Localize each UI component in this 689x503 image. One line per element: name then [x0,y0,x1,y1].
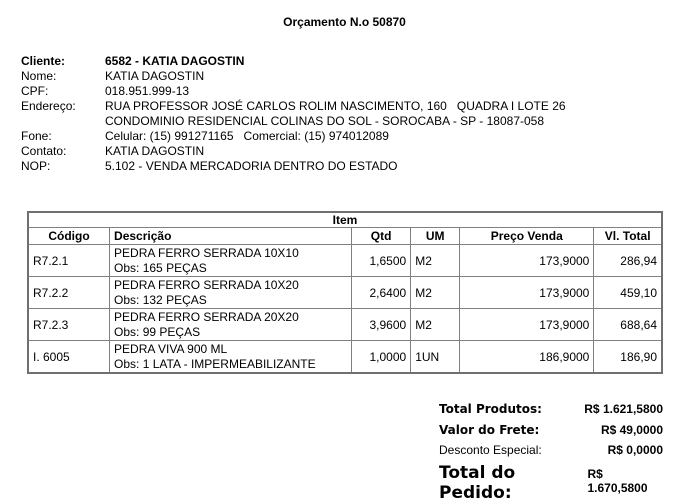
header-description: Descrição [110,228,352,245]
discount-value: R$ 0,0000 [607,443,663,457]
nop-value: 5.102 - VENDA MERCADORIA DENTRO DO ESTADO [105,159,398,173]
total-products-value: R$ 1.621,5800 [584,402,663,416]
freight-row [439,423,663,443]
client-row-nop [21,159,566,174]
item-obs: Obs: 165 PEÇAS [114,260,207,275]
phone-value: Celular: (15) 991271165 Comercial: (15) 974012089 [105,129,389,143]
item-qty: 1,0000 [352,341,411,374]
client-row-cpf [21,84,566,99]
item-description: PEDRA FERRO SERRADA 10X10 [114,245,299,260]
item-code: I. 6005 [28,341,110,374]
phone-label: Fone: [21,129,52,143]
header-total: Vl. Total [594,228,662,245]
table-row [28,277,662,309]
discount-label: Desconto Especial: [439,443,542,457]
address-value-line1: RUA PROFESSOR JOSÉ CARLOS ROLIM NASCIMENTO, 160 QUADRA I LOTE 26 [105,99,566,113]
item-obs: Obs: 1 LATA - IMPERMEABILIZANTE [114,356,316,371]
header-qty: Qtd [352,228,411,245]
address-label: Endereço: [21,99,76,113]
item-unit: M2 [411,245,460,277]
client-row-cliente [21,54,566,69]
cpf-label: CPF: [21,84,49,98]
header-price: Preço Venda [460,228,594,245]
address-value-line2: CONDOMINIO RESIDENCIAL COLINAS DO SOL - SOROCABA - SP - 18087-058 [105,114,545,128]
item-total: 186,90 [594,341,662,374]
item-price: 173,9000 [460,309,594,341]
header-unit: UM [411,228,460,245]
item-qty: 2,6400 [352,277,411,309]
nop-label: NOP: [21,159,51,173]
client-row-nome [21,69,566,84]
item-price: 173,9000 [460,245,594,277]
client-row-endereco-2 [21,114,566,129]
item-description-cell [110,341,352,374]
client-value: 6582 - KATIA DAGOSTIN [105,54,245,68]
item-code: R7.2.3 [28,309,110,341]
client-info [21,54,566,174]
item-unit: M2 [411,309,460,341]
table-row [28,309,662,341]
item-total: 688,64 [594,309,662,341]
totals-summary [439,402,663,503]
freight-label: Valor do Frete: [439,423,540,437]
item-description-cell [110,309,352,341]
name-value: KATIA DAGOSTIN [105,69,205,83]
client-row-contato [21,144,566,159]
client-row-fone [21,129,566,144]
item-qty: 3,9600 [352,309,411,341]
cpf-value: 018.951.999-13 [105,84,190,98]
items-table [27,211,663,374]
client-row-endereco [21,99,566,114]
order-total-label: Total do Pedido: [439,463,516,503]
table-caption: Item [28,212,662,228]
name-label: Nome: [21,69,57,83]
item-unit: M2 [411,277,460,309]
total-products-label: Total Produtos: [439,402,542,416]
address-label-blank [21,114,105,129]
page-title: Orçamento N.o 50870 [283,15,406,29]
item-total: 286,94 [594,245,662,277]
client-label: Cliente: [21,54,66,68]
item-code: R7.2.2 [28,277,110,309]
contact-label: Contato: [21,144,67,158]
item-total: 459,10 [594,277,662,309]
freight-value: R$ 49,0000 [600,423,663,437]
total-products-row [439,402,663,423]
item-obs: Obs: 99 PEÇAS [114,324,201,339]
item-description: PEDRA FERRO SERRADA 10X20 [114,277,299,292]
contact-value: KATIA DAGOSTIN [105,144,205,158]
item-qty: 1,6500 [352,245,411,277]
item-description-cell [110,277,352,309]
table-row [28,341,662,374]
discount-row [439,443,663,463]
item-obs: Obs: 132 PEÇAS [114,292,207,307]
table-row [28,245,662,277]
item-description: PEDRA FERRO SERRADA 20X20 [114,309,299,324]
item-description: PEDRA VIVA 900 ML [114,341,228,356]
item-price: 173,9000 [460,277,594,309]
item-code: R7.2.1 [28,245,110,277]
order-total-value: R$ 1.670,5800 [587,467,648,495]
item-unit: 1UN [411,341,460,374]
item-price: 186,9000 [460,341,594,374]
header-code: Código [28,228,110,245]
order-total-row [439,463,663,503]
item-description-cell [110,245,352,277]
